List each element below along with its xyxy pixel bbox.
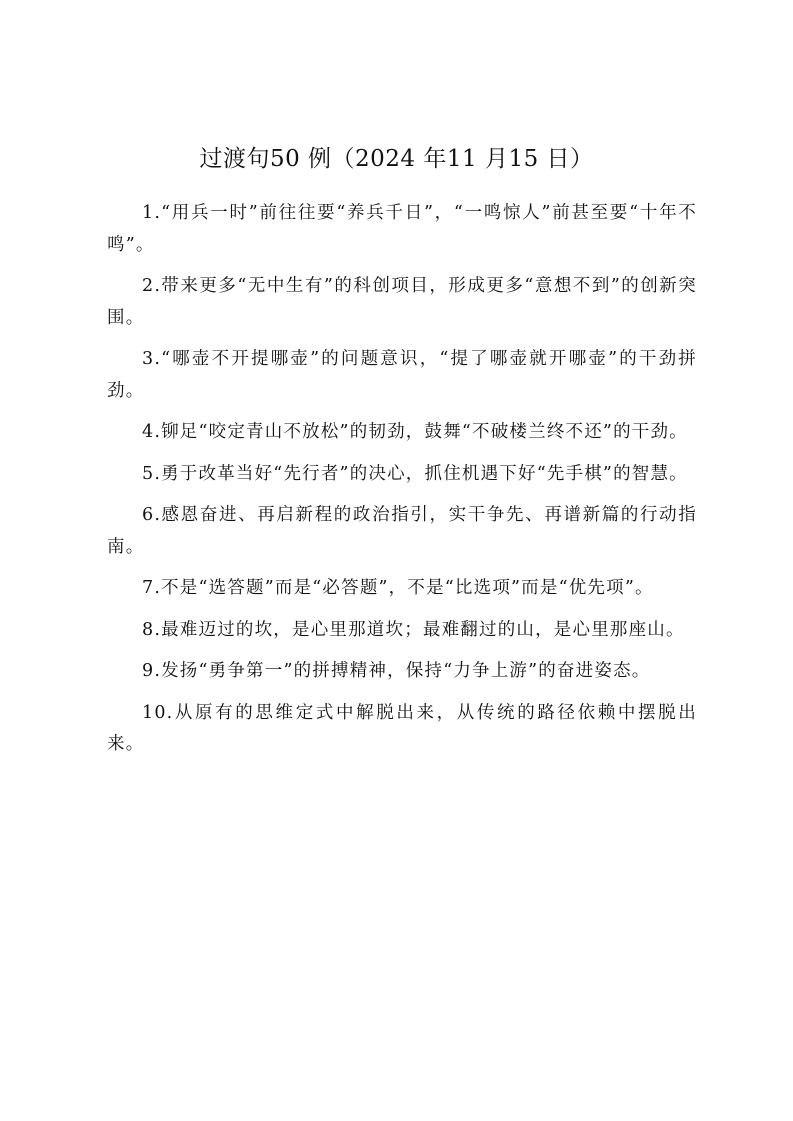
document-title: 过渡句50 例（2024 年11 月15 日） xyxy=(199,146,594,172)
list-item: 7.不是“选答题”而是“必答题”，不是“比选项”而是“优先项”。 xyxy=(142,578,654,598)
list-item: 1.“用兵一时”前往往要“养兵千日”，“一鸣惊人”前甚至要“十年不鸣”。 xyxy=(107,203,697,255)
list-item: 8.最难迈过的坎，是心里那道坎；最难翻过的山，是心里那座山。 xyxy=(142,619,685,640)
list-item: 9.发扬“勇争第一”的拼搏精神，保持“力争上游”的奋进姿态。 xyxy=(142,661,651,681)
list-item: 4.铆足“咬定青山不放松”的韧劲，鼓舞“不破楼兰终不还”的干劲。 xyxy=(142,422,688,442)
transition-sentence-list xyxy=(107,198,697,771)
list-item: 6.感恩奋进、再启新程的政治指引，实干争先、再谱新篇的行动指南。 xyxy=(107,505,697,557)
list-item: 3.“哪壶不开提哪壶”的问题意识，“提了哪壶就开哪壶”的干劲拼劲。 xyxy=(107,349,697,401)
list-item: 5.勇于改革当好“先行者”的决心，抓住机遇下好“先手棋”的智慧。 xyxy=(142,463,688,484)
list-item: 2.带来更多“无中生有”的科创项目，形成更多“意想不到”的创新突围。 xyxy=(107,276,697,328)
list-item: 10.从原有的思维定式中解脱出来，从传统的路径依赖中摆脱出来。 xyxy=(107,702,697,754)
